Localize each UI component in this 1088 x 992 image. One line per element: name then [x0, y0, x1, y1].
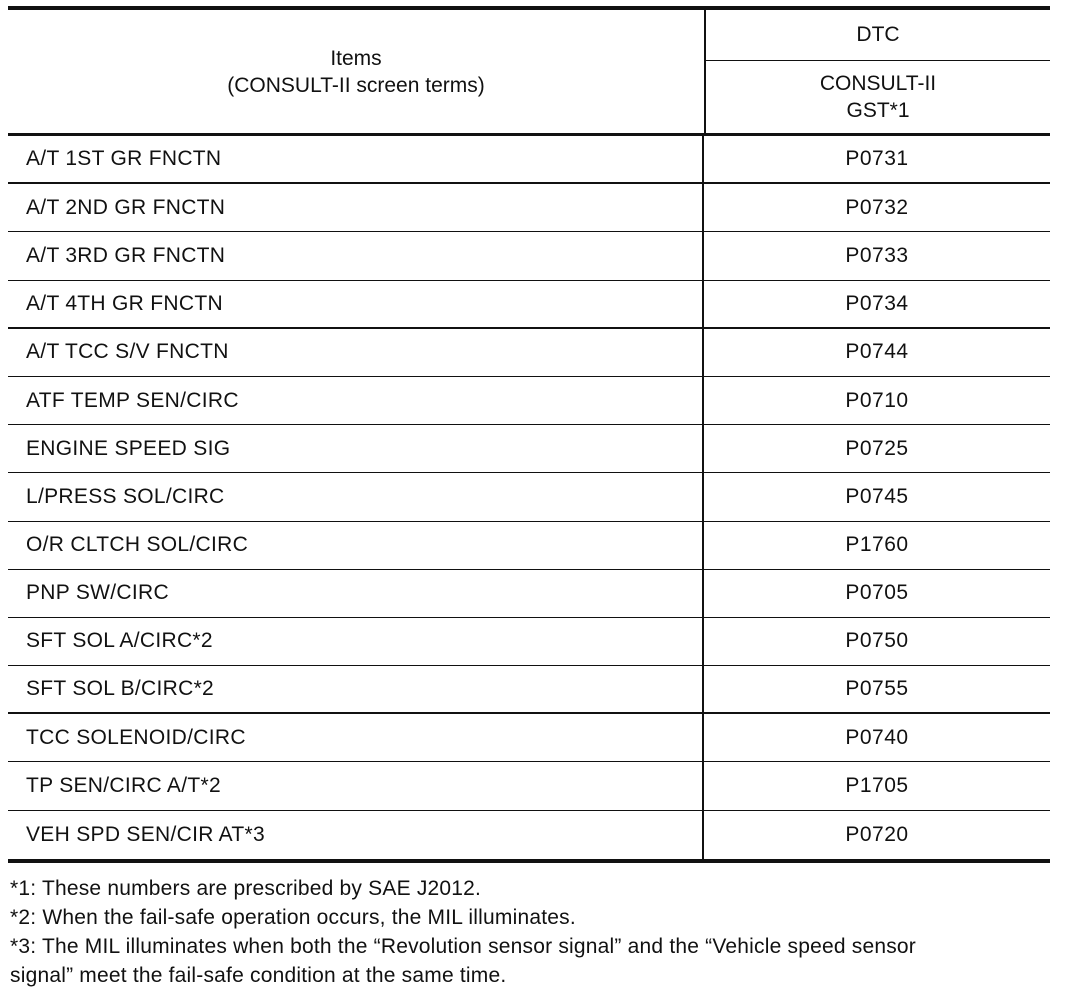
row-code: P0731: [845, 147, 909, 171]
table-row: [8, 425, 1050, 473]
row-code: P0744: [845, 340, 909, 364]
footnotes: [10, 874, 1080, 990]
table-row: [8, 762, 1050, 810]
row-code: P0733: [845, 243, 909, 267]
row-code: P1760: [845, 533, 909, 557]
row-code: P0732: [845, 195, 909, 219]
footnote-3-line-2: signal” meet the fail-safe condition at the same time.: [10, 964, 507, 987]
row-item: VEH SPD SEN/CIR AT*3: [8, 811, 704, 859]
header-items-title: Items: [330, 46, 382, 70]
row-code: P0710: [845, 388, 909, 412]
row-item: PNP SW/CIRC: [8, 570, 704, 617]
row-item: O/R CLTCH SOL/CIRC: [8, 522, 704, 569]
header-dtc: DTC: [706, 10, 1050, 61]
row-item: ATF TEMP SEN/CIRC: [8, 377, 704, 424]
table-row: [8, 136, 1050, 184]
table-row: [8, 570, 1050, 618]
row-item: TCC SOLENOID/CIRC: [8, 714, 704, 761]
table-row: [8, 377, 1050, 425]
row-code: P0740: [845, 725, 909, 749]
footnote-2: *2: When the fail-safe operation occurs, the MIL illuminates.: [10, 906, 576, 929]
header-consult: CONSULT-II: [819, 72, 937, 95]
row-item: A/T TCC S/V FNCTN: [8, 329, 704, 376]
row-item: A/T 3RD GR FNCTN: [8, 232, 704, 279]
dtc-table: [8, 6, 1050, 863]
table-row: [8, 184, 1050, 232]
table-row: [8, 714, 1050, 762]
row-item: SFT SOL B/CIRC*2: [8, 666, 704, 712]
table-row: [8, 811, 1050, 859]
row-code: P0725: [845, 436, 909, 460]
table-row: [8, 522, 1050, 570]
table-row: [8, 666, 1050, 714]
footnote-3-line-1: *3: The MIL illuminates when both the “Revolution sensor signal” and the “Vehicle speed sensor: [10, 935, 916, 958]
header-dtc-group: [706, 10, 1050, 133]
row-item: A/T 4TH GR FNCTN: [8, 281, 704, 327]
table-row: [8, 281, 1050, 329]
row-code: P0734: [845, 291, 909, 315]
row-item: A/T 2ND GR FNCTN: [8, 184, 704, 231]
footnote-1: *1: These numbers are prescribed by SAE J2012.: [10, 877, 482, 900]
header-dtc-sub: [706, 61, 1050, 133]
header-items-subtitle: (CONSULT-II screen terms): [227, 73, 485, 97]
row-code: P0705: [845, 581, 909, 605]
table-row: [8, 473, 1050, 521]
row-item: ENGINE SPEED SIG: [8, 425, 704, 472]
row-item: TP SEN/CIRC A/T*2: [8, 762, 704, 809]
row-code: P0720: [845, 822, 909, 846]
row-code: P0755: [845, 677, 909, 701]
table-row: [8, 232, 1050, 280]
row-code: P1705: [845, 774, 909, 798]
row-item: SFT SOL A/CIRC*2: [8, 618, 704, 665]
row-code: P0745: [845, 484, 909, 508]
row-item: A/T 1ST GR FNCTN: [8, 136, 704, 182]
table-row: [8, 618, 1050, 666]
header-items-cell: [8, 10, 706, 133]
table-row: [8, 329, 1050, 377]
row-code: P0750: [845, 629, 909, 653]
row-item: L/PRESS SOL/CIRC: [8, 473, 704, 520]
table-header: [8, 10, 1050, 136]
header-gst: GST*1: [846, 99, 910, 122]
